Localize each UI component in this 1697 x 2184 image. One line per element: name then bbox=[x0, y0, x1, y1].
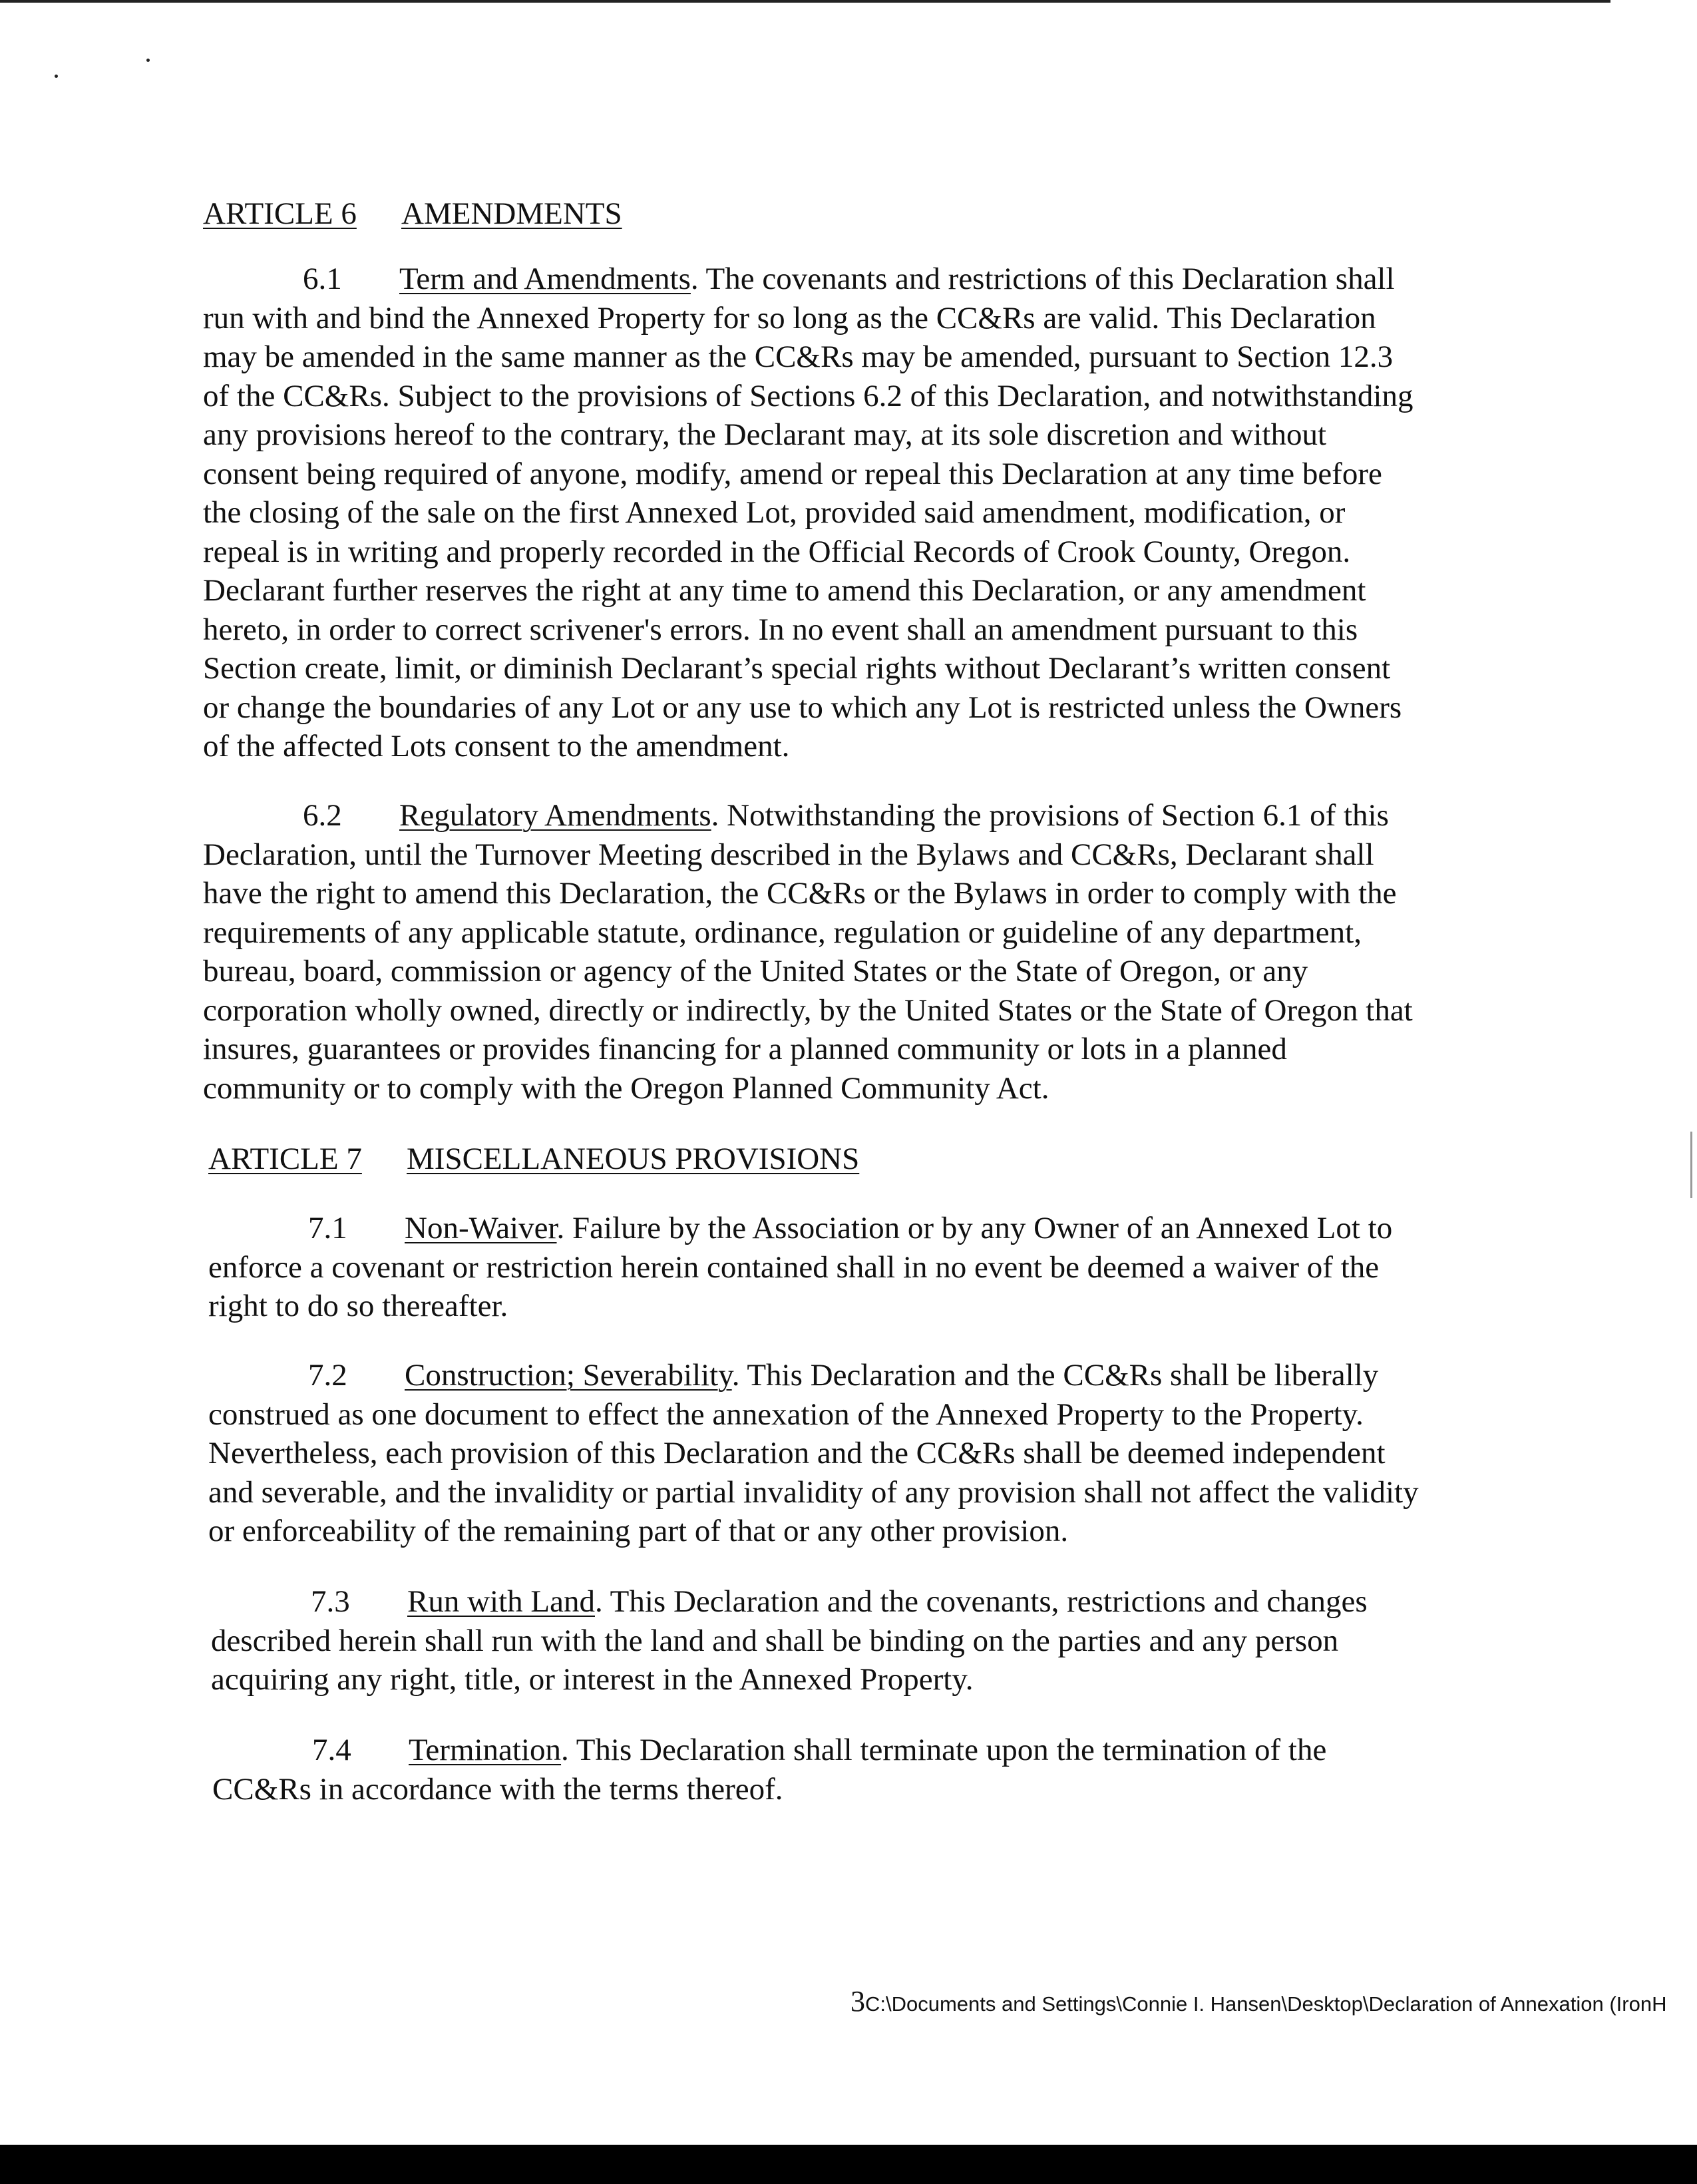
section-6-2 bbox=[203, 796, 1501, 1108]
section-text-line: and severable, and the invalidity or partial invalidity of any provision shall not affect the validity bbox=[208, 1474, 1419, 1510]
section-text-line: community or to comply with the Oregon Planned Community Act. bbox=[203, 1070, 1049, 1106]
section-7-1 bbox=[208, 1209, 1506, 1326]
section-title: Run with Land bbox=[407, 1584, 595, 1619]
section-text: . Failure by the Association or by any Owner of an Annexed Lot to bbox=[556, 1211, 1393, 1245]
section-title: Regulatory Amendments bbox=[399, 798, 711, 833]
section-title: Termination bbox=[409, 1733, 562, 1767]
scan-edge-mark bbox=[1690, 1132, 1692, 1198]
section-text-line: enforce a covenant or restriction herein contained shall in no event be deemed a waiver of the bbox=[208, 1249, 1380, 1285]
section-text-line: have the right to amend this Declaration, the CC&Rs or the Bylaws in order to comply with the bbox=[203, 876, 1397, 911]
section-text-line: bureau, board, commission or agency of the United States or the State of Oregon, or any bbox=[203, 954, 1308, 988]
section-title: Non-Waiver bbox=[405, 1211, 557, 1245]
section-text-line: corporation wholly owned, directly or indirectly, by the United States or the State of Oregon that bbox=[203, 992, 1413, 1028]
scan-top-rule bbox=[0, 0, 1610, 3]
section-number: 6.2 bbox=[303, 798, 342, 833]
section-text-line: described herein shall run with the land and shall be binding on the parties and any person bbox=[211, 1623, 1339, 1658]
section-text: . This Declaration and the CC&Rs shall be liberally bbox=[731, 1358, 1379, 1393]
section-text-line: construed as one document to effect the annexation of the Annexed Property to the Property. bbox=[208, 1397, 1364, 1432]
article-title: AMENDMENTS bbox=[401, 196, 622, 231]
section-number: 7.2 bbox=[308, 1358, 347, 1393]
section-number: 6.1 bbox=[303, 262, 342, 296]
section-text: . This Declaration and the covenants, restrictions and changes bbox=[594, 1584, 1368, 1619]
section-text-line: requirements of any applicable statute, ordinance, regulation or guideline of any department, bbox=[203, 915, 1362, 950]
section-text-line: or change the boundaries of any Lot or any use to which any Lot is restricted unless the Owners bbox=[203, 690, 1402, 725]
section-text-line: of the affected Lots consent to the amendment. bbox=[203, 729, 790, 764]
page-number: 3 bbox=[850, 1985, 865, 2018]
section-number: 7.3 bbox=[311, 1584, 350, 1619]
section-title: Term and Amendments bbox=[399, 262, 691, 296]
section-text-line: hereto, in order to correct scrivener's errors. In no event shall an amendment pursuant to this bbox=[203, 612, 1358, 647]
section-7-3 bbox=[211, 1582, 1509, 1699]
section-text-line: Nevertheless, each provision of this Declaration and the CC&Rs shall be deemed independent bbox=[208, 1436, 1386, 1470]
section-number: 7.4 bbox=[312, 1733, 351, 1767]
file-path: C:\Documents and Settings\Connie I. Hansen\Desktop\Declaration of Annexation (IronH bbox=[865, 1992, 1667, 2016]
section-text: . The covenants and restrictions of this Declaration shall bbox=[690, 262, 1395, 296]
section-text-line: Declaration, until the Turnover Meeting described in the Bylaws and CC&Rs, Declarant shall bbox=[203, 837, 1374, 872]
article-number: ARTICLE 6 bbox=[203, 196, 357, 231]
scan-bottom-border bbox=[0, 2145, 1697, 2184]
scan-speck bbox=[146, 59, 150, 62]
section-text-line: may be amended in the same manner as the CC&Rs may be amended, pursuant to Section 12.3 bbox=[203, 339, 1394, 374]
scan-speck bbox=[55, 75, 58, 78]
section-text-line: of the CC&Rs. Subject to the provisions of Sections 6.2 of this Declaration, and notwithstanding bbox=[203, 378, 1414, 413]
section-text-line: CC&Rs in accordance with the terms thereof. bbox=[212, 1771, 783, 1807]
section-text-line: consent being required of anyone, modify, amend or repeal this Declaration at any time before bbox=[203, 456, 1382, 491]
section-text-line: any provisions hereof to the contrary, the Declarant may, at its sole discretion and without bbox=[203, 417, 1327, 452]
article-title: MISCELLANEOUS PROVISIONS bbox=[407, 1142, 860, 1176]
section-text-line: Declarant further reserves the right at any time to amend this Declaration, or any amendment bbox=[203, 573, 1366, 608]
section-text-line: Section create, limit, or diminish Declarant’s special rights without Declarant’s written consent bbox=[203, 651, 1391, 686]
section-7-4 bbox=[212, 1731, 1510, 1809]
section-text-line: acquiring any right, title, or interest in the Annexed Property. bbox=[211, 1662, 974, 1697]
section-text-line: or enforceability of the remaining part of that or any other provision. bbox=[208, 1514, 1069, 1548]
section-text: . Notwithstanding the provisions of Section 6.1 of this bbox=[711, 798, 1389, 833]
section-text-line: run with and bind the Annexed Property for so long as the CC&Rs are valid. This Declaration bbox=[203, 300, 1376, 335]
section-text-line: repeal is in writing and properly recorded in the Official Records of Crook County, Oregon. bbox=[203, 534, 1351, 569]
section-number: 7.1 bbox=[308, 1211, 347, 1245]
section-text-line: the closing of the sale on the first Annexed Lot, provided said amendment, modification, or bbox=[203, 495, 1346, 530]
section-text: . This Declaration shall terminate upon the termination of the bbox=[561, 1733, 1327, 1767]
page-footer bbox=[850, 1985, 1667, 2021]
section-title: Construction; Severability bbox=[405, 1358, 732, 1393]
section-7-2 bbox=[208, 1356, 1506, 1551]
section-text-line: insures, guarantees or provides financing for a planned community or lots in a planned bbox=[203, 1032, 1287, 1066]
section-6-1 bbox=[203, 260, 1501, 766]
article-number: ARTICLE 7 bbox=[208, 1142, 362, 1176]
section-text-line: right to do so thereafter. bbox=[208, 1289, 508, 1323]
